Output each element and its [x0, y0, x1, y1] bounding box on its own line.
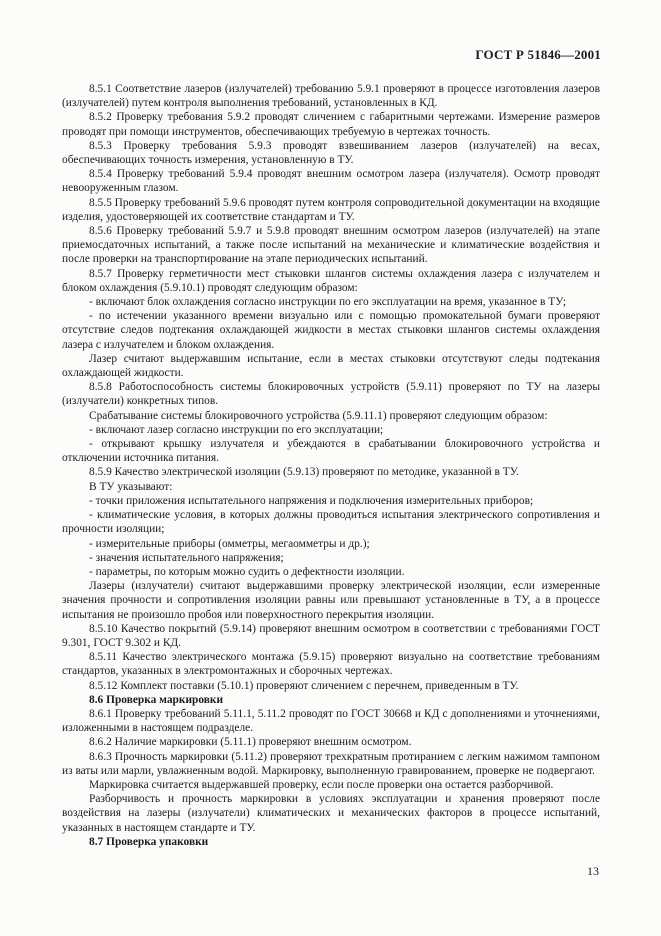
- paragraph-tu-specify: В ТУ указывают:: [89, 480, 173, 493]
- paragraph-insulation-result: Лазеры (излучатели) считают выдержавшими проверку электрической изоляции, если измеренные значения прочности и сопротивления изоляции равны или превышают установленные в ТУ, а в процессе испытания не произошло пробоя или поверхностного перекрытия изоляции.: [62, 580, 600, 621]
- list-item-cooling-on: - включают блок охлаждения согласно инструкции по его эксплуатации на время, указанное в ТУ;: [89, 296, 567, 309]
- paragraph-marking-durability: Разборчивость и прочность маркировки в условиях эксплуатации и хранения проверяют после воздействия на лазеры (излучатели) климатических и механических факторов в процессе испытаний, указанных в настоящем стандарте и ТУ.: [62, 793, 600, 834]
- page-number: 13: [587, 864, 599, 878]
- paragraph-8-5-2: 8.5.2 Проверку требования 5.9.2 проводят сличением с габаритными чертежами. Измерение размеров проводят при помощи инструментов, обеспечивающих требуемую в чертежах точность.: [62, 111, 600, 138]
- list-item-open-cover: - открывают крышку излучателя и убеждаются в срабатывании блокировочного устройства и отключении источника питания.: [62, 438, 600, 465]
- paragraph-8-5-6: 8.5.6 Проверку требований 5.9.7 и 5.9.8 проводят внешним осмотром лазеров (излучателей) на этапе приемосдаточных испытаний, а также после испытаний на механические и климатические воздействия и после проверки на транспортирование на этапе периодических испытаний.: [62, 225, 600, 266]
- paragraph-leak-result: Лазер считают выдержавшим испытание, если в местах стыковки отсутствуют следы подтекания охлаждающей жидкости.: [62, 352, 600, 380]
- paragraph-marking-legible: Маркировка считается выдержавшей проверку, если после проверки она остается разборчивой.: [89, 778, 554, 791]
- paragraph-8-5-5: 8.5.5 Проверку требований 5.9.6 проводят путем контроля сопроводительной документации на входящие изделия, удостоверяющей их соответствие стандартам и ТУ.: [62, 196, 600, 223]
- paragraph-8-5-12: 8.5.12 Комплект поставки (5.10.1) проверяют сличением с перечнем, приведенным в ТУ.: [89, 679, 519, 692]
- paragraph-8-6-1: 8.6.1 Проверку требований 5.11.1, 5.11.2 проводят по ГОСТ 30668 и КД с дополнениями и уточнениями, изложенными в настоящем подразделе.: [62, 707, 600, 735]
- paragraph-8-5-10: 8.5.10 Качество покрытий (5.9.14) проверяют внешним осмотром в соответствии с требованиями ГОСТ 9.301, ГОСТ 9.302 и КД.: [62, 622, 600, 649]
- section-heading-8-7: 8.7 Проверка упаковки: [89, 835, 209, 848]
- list-item-test-voltage: - значения испытательного напряжения;: [89, 551, 284, 564]
- paragraph-8-5-9: 8.5.9 Качество электрической изоляции (5.9.13) проверяют по методике, указанной в ТУ.: [89, 466, 519, 479]
- paragraph-8-5-4: 8.5.4 Проверку требований 5.9.4 проводят внешним осмотром лазера (излучателя). Осмотр проводят невооруженным глазом.: [62, 168, 600, 195]
- list-item-parameters: - параметры, по которым можно судить о дефектности изоляции.: [89, 565, 405, 578]
- paragraph-8-6-2: 8.6.2 Наличие маркировки (5.11.1) проверяют внешним осмотром.: [89, 736, 412, 749]
- section-heading-8-6: 8.6 Проверка маркировки: [89, 693, 224, 706]
- list-item-instruments: - измерительные приборы (омметры, мегаомметры и др.);: [89, 537, 370, 550]
- paragraph-8-5-8: 8.5.8 Работоспособность системы блокировочных устройств (5.9.11) проверяют по ТУ на лазеры (излучатели) конкретных типов.: [62, 381, 600, 408]
- paragraph-8-5-11: 8.5.11 Качество электрического монтажа (5.9.15) проверяют визуально на соответствие требованиям стандартов, указанных в электромонтажных и сборочных чертежах.: [62, 651, 600, 678]
- paragraph-8-5-7: 8.5.7 Проверку герметичности мест стыковки шлангов системы охлаждения лазера с излучателем и блоком охлаждения (5.9.10.1) проводят следующим образом:: [62, 267, 600, 294]
- list-item-leak-check: - по истечении указанного времени визуально или с помощью промокательной бумаги проверяют отсутствие следов подтекания охлаждающей жидкости в местах стыковки шлангов системы охлаждения лазера с излучателем и блоком охлаждения.: [62, 310, 600, 351]
- document-body: [62, 82, 600, 849]
- paragraph-8-5-1: 8.5.1 Соответствие лазеров (излучателей) требованию 5.9.1 проверяют в процессе изготовления лазеров (излучателей) путем контроля выполнения требований, установленных в КД.: [62, 83, 600, 110]
- list-item-laser-on: - включают лазер согласно инструкции по его эксплуатации;: [89, 423, 384, 436]
- paragraph-8-5-3: 8.5.3 Проверку требования 5.9.3 проводят взвешиванием лазеров (излучателей) на весах, обеспечивающих точность измерения, установленную в ТУ.: [62, 139, 600, 167]
- document-code-header: ГОСТ Р 51846—2001: [475, 47, 601, 62]
- list-item-climatic-conditions: - климатические условия, в которых должны проводиться испытания электрического сопротивления и прочности изоляции;: [62, 509, 600, 536]
- list-item-test-points: - точки приложения испытательного напряжения и подключения измерительных приборов;: [89, 494, 534, 507]
- paragraph-8-6-3: 8.6.3 Прочность маркировки (5.11.2) проверяют трехкратным протиранием с легким нажимом тампоном из ваты или марли, увлажненным водой. Маркировку, выполненную гравированием, проверке не подвергают.: [62, 750, 600, 777]
- paragraph-interlock-check: Срабатывание системы блокировочного устройства (5.9.11.1) проверяют следующим образом:: [89, 409, 548, 422]
